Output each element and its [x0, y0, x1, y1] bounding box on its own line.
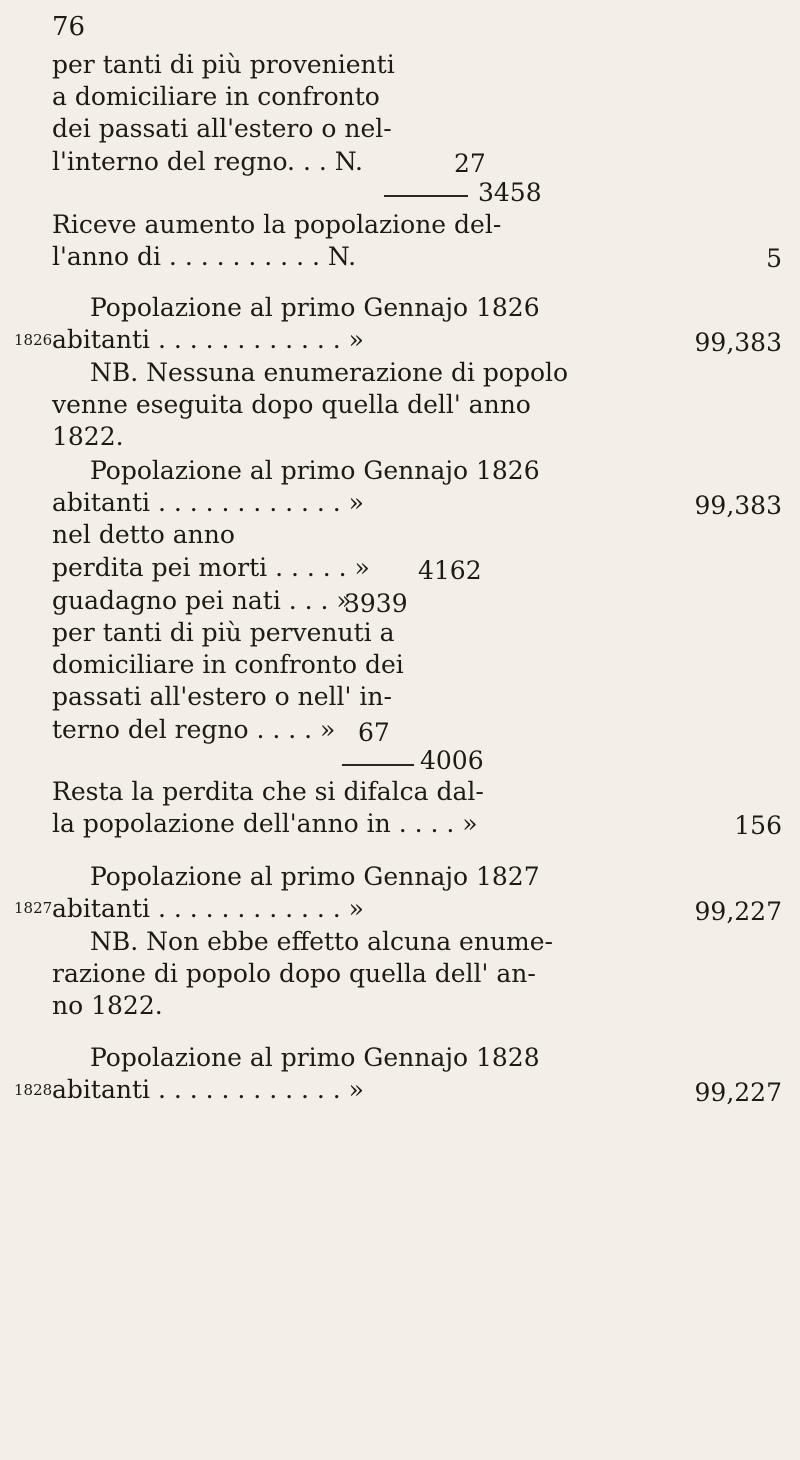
text-line: NB. Nessuna enumerazione di popolo	[90, 358, 569, 387]
value-3458: 3458	[478, 178, 542, 207]
value-99383-b: 99,383	[694, 491, 782, 520]
text-line: a domiciliare in confronto	[52, 82, 380, 111]
text-line: abitanti . . . . . . . . . . . . »	[52, 1075, 364, 1104]
text-line: nel detto anno	[52, 520, 235, 549]
text-line: venne eseguita dopo quella dell' anno	[52, 390, 531, 419]
text-line: razione di popolo dopo quella dell' an-	[52, 959, 536, 988]
value-4162: 4162	[418, 556, 482, 585]
value-67: 67	[358, 718, 390, 747]
text-line: l'anno di . . . . . . . . . . N.	[52, 242, 357, 271]
sum-rule	[342, 764, 414, 766]
value-99227-b: 99,227	[694, 1078, 782, 1107]
value-99227: 99,227	[694, 897, 782, 926]
year-margin-1828: 1828.	[14, 1081, 57, 1099]
text-line: Popolazione al primo Gennajo 1828	[90, 1043, 540, 1072]
text-line: 1822.	[52, 422, 124, 451]
value-4006: 4006	[420, 746, 484, 775]
text-line: passati all'estero o nell' in-	[52, 682, 392, 711]
text-line: Riceve aumento la popolazione del-	[52, 210, 502, 239]
text-line: Popolazione al primo Gennajo 1827	[90, 862, 540, 891]
text-line: perdita pei morti . . . . . »	[52, 553, 370, 582]
year-margin-1826: 1826.	[14, 331, 57, 349]
text-line: l'interno del regno. . . N.	[52, 147, 363, 176]
text-line: guadagno pei nati . . . »	[52, 586, 352, 615]
page-number: 76	[52, 12, 86, 42]
text-line: la popolazione dell'anno in . . . . »	[52, 809, 478, 838]
text-line: per tanti di più provenienti	[52, 50, 395, 79]
text-line: per tanti di più pervenuti a	[52, 618, 395, 647]
text-line: Popolazione al primo Gennajo 1826	[90, 293, 540, 322]
text-line: Resta la perdita che si difalca dal-	[52, 777, 484, 806]
text-line: abitanti . . . . . . . . . . . . »	[52, 488, 364, 517]
value-3939: 3939	[344, 589, 408, 618]
sum-rule	[384, 195, 468, 197]
text-line: abitanti . . . . . . . . . . . . »	[52, 325, 364, 354]
text-line: no 1822.	[52, 991, 163, 1020]
text-line: terno del regno . . . . »	[52, 715, 336, 744]
value-99383: 99,383	[694, 328, 782, 357]
value-5: 5	[766, 244, 782, 273]
text-line: NB. Non ebbe effetto alcuna enume-	[90, 927, 554, 956]
text-line: dei passati all'estero o nel-	[52, 114, 392, 143]
text-line: abitanti . . . . . . . . . . . . »	[52, 894, 364, 923]
value-156: 156	[734, 811, 782, 840]
value-27: 27	[454, 149, 486, 178]
year-margin-1827: 1827.	[14, 899, 57, 917]
text-line: domiciliare in confronto dei	[52, 650, 404, 679]
text-line: Popolazione al primo Gennajo 1826	[90, 456, 540, 485]
